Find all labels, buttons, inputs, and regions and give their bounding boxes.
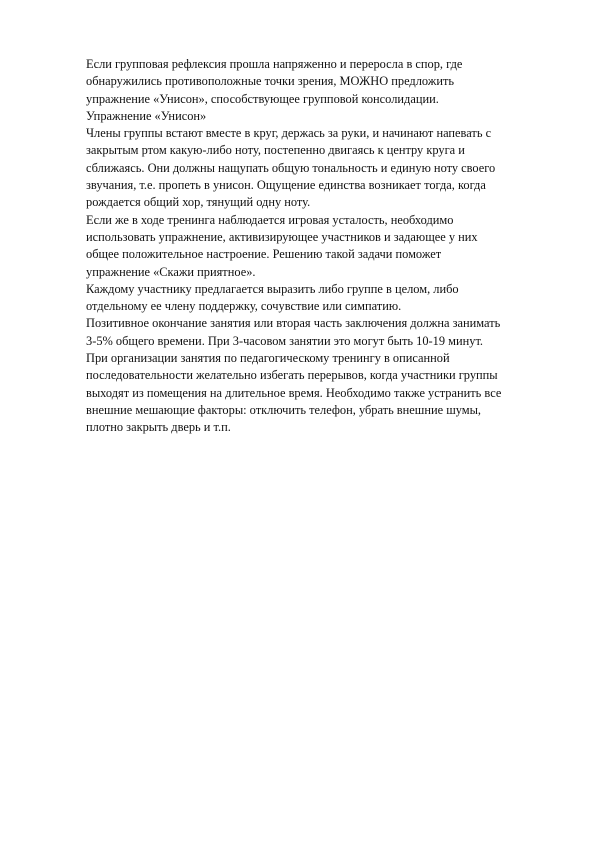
section-heading: Упражнение «Унисон» xyxy=(86,108,207,123)
text-line: закрытым ртом какую-либо ноту, постепенно двигаясь к центру круга и xyxy=(86,143,465,158)
text-line: обнаружились противоположные точки зрения, МОЖНО предложить xyxy=(86,74,455,89)
text-line: выходят из помещения на длительное время. Необходимо также устранить все xyxy=(86,385,502,400)
text-line: Члены группы встают вместе в круг, держась за руки, и начинают напевать с xyxy=(86,126,492,141)
text-line: сближаясь. Они должны нащупать общую тональность и единую ноту своего xyxy=(86,160,496,175)
text-line: рождается общий хор, тянущий одну ноту. xyxy=(86,195,311,210)
document-body xyxy=(86,56,556,437)
text-line: Позитивное окончание занятия или вторая часть заключения должна занимать xyxy=(86,316,501,331)
text-line: общее положительное настроение. Решению такой задачи поможет xyxy=(86,247,442,262)
text-line: звучания, т.е. пропеть в унисон. Ощущение единства возникает тогда, когда xyxy=(86,178,486,193)
text-line: плотно закрыть дверь и т.п. xyxy=(86,420,231,435)
text-line: Каждому участнику предлагается выразить либо группе в целом, либо xyxy=(86,281,459,296)
text-line: При организации занятия по педагогическому тренингу в описанной xyxy=(86,351,450,366)
text-line: использовать упражнение, активизирующее участников и задающее у них xyxy=(86,229,478,244)
text-line: упражнение «Унисон», способствующее групповой консолидации. xyxy=(86,91,439,106)
text-line: отдельному ее члену поддержку, сочувствие или симпатию. xyxy=(86,299,402,314)
text-line: Если же в ходе тренинга наблюдается игровая усталость, необходимо xyxy=(86,212,454,227)
text-line: 3-5% общего времени. При 3-часовом занятии это могут быть 10-19 минут. xyxy=(86,333,484,348)
text-line: Если групповая рефлексия прошла напряженно и переросла в спор, где xyxy=(86,57,463,71)
text-line: последовательности желательно избегать перерывов, когда участники группы xyxy=(86,368,498,383)
text-line: упражнение «Скажи приятное». xyxy=(86,264,256,279)
text-line: внешние мешающие факторы: отключить телефон, убрать внешние шумы, xyxy=(86,402,482,417)
